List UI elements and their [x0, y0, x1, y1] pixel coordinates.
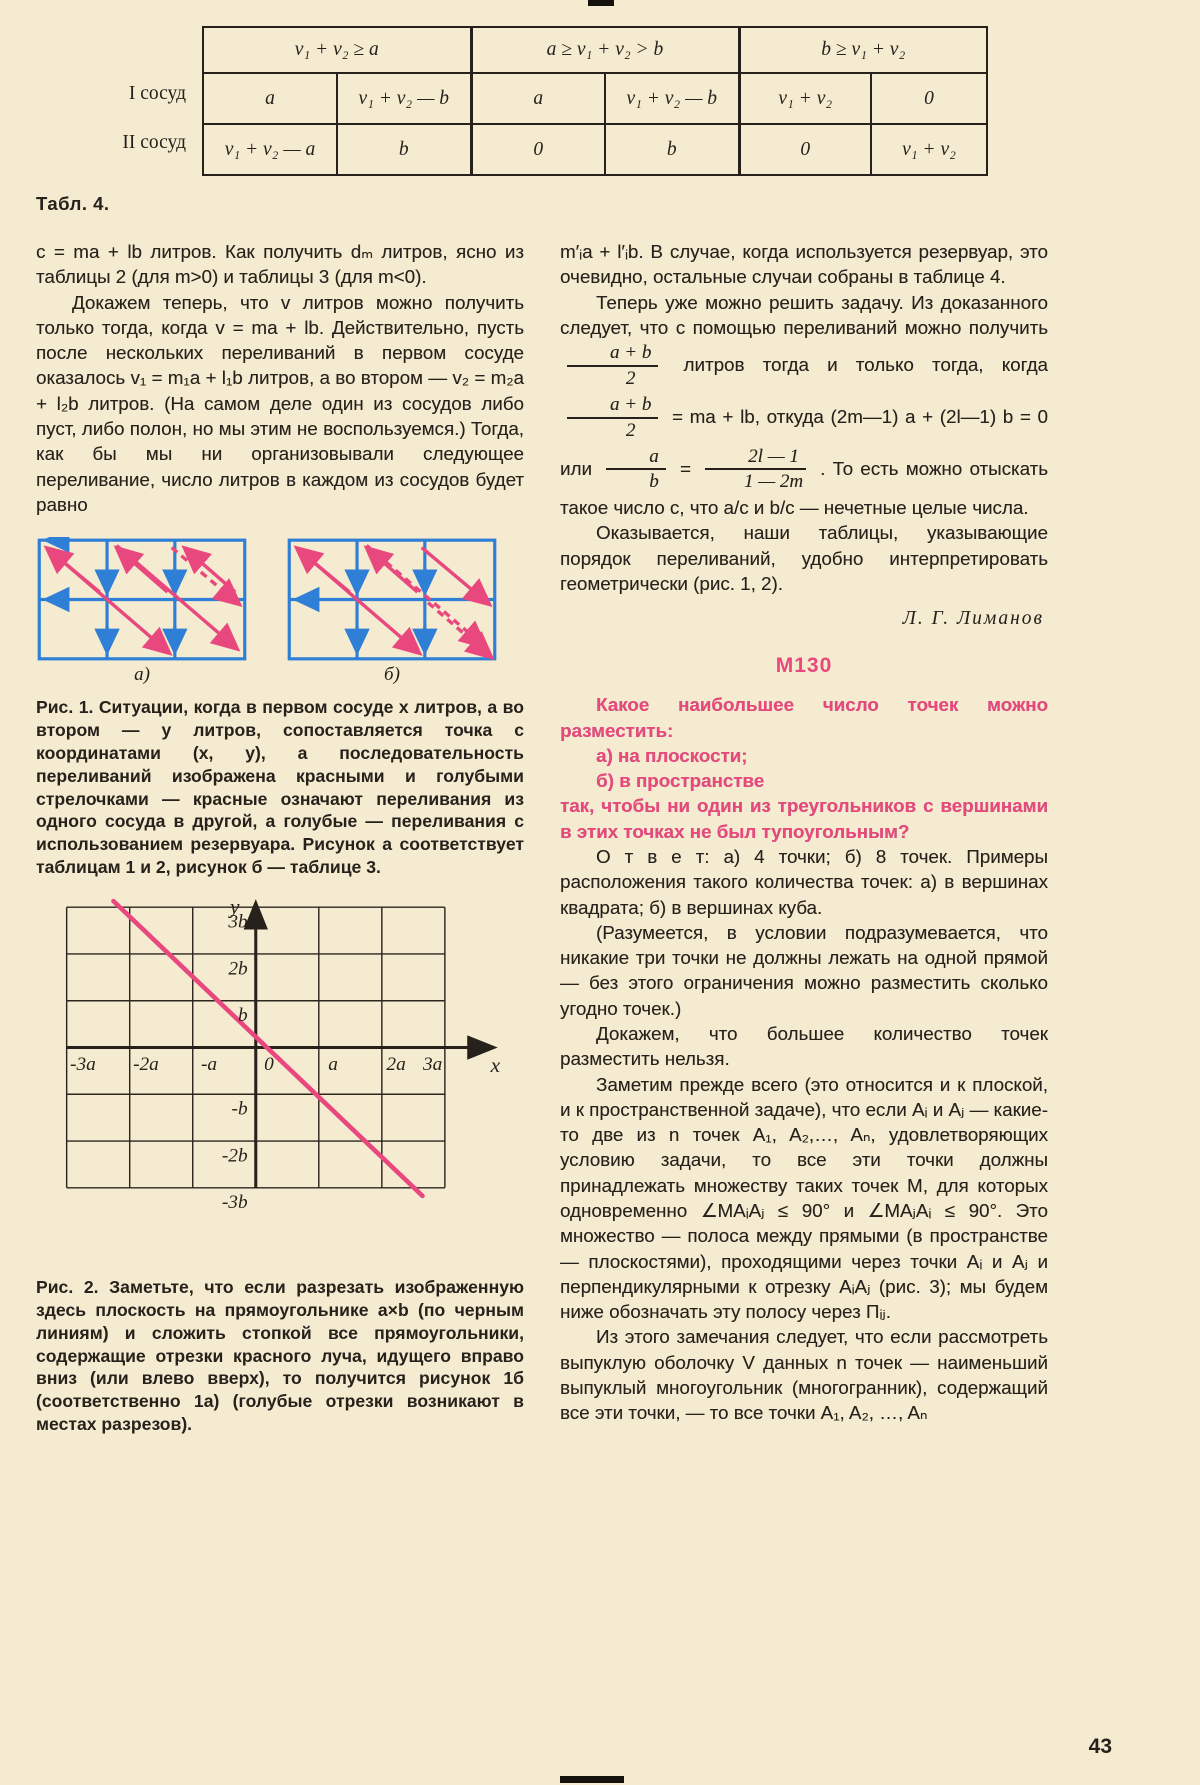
answer-paragraph: Заметим прежде всего (это относится и к плоской, и к пространственной задаче), что если Aᵢ и Aⱼ — какие-то две из n точек A₁, A₂,…, Aₙ, удовлетворяющих условию задачи, то все эти точки должны принадлежать множеству таких точек M, для которых одновременно ∠MAᵢAⱼ ≤ 90° и ∠MAⱼAᵢ ≤ 90°. Это множество — полоса между прямыми (в пространстве — плоскостями), проходящими через точки Aᵢ и Aⱼ и перпендикулярными к отрезку AᵢAⱼ (рис. 3); мы будем ниже обозначать эту полосу через Πᵢⱼ.	[560, 1073, 1048, 1323]
text-run: = ma + lb, откуда (2m—1) a + (2l—1) b = 0 или	[560, 405, 1049, 479]
print-registration-mark-top	[588, 0, 614, 6]
x-tick-label: 2a	[386, 1053, 406, 1075]
table-row-label-vessel-2: II сосуд	[122, 132, 186, 153]
x-tick-label: 3a	[423, 1053, 443, 1075]
table-header-case-3: b ≥ v₁ + v₂	[739, 27, 987, 73]
table-cell: v₁ + v₂ — b	[605, 73, 739, 124]
table-row-labels	[98, 26, 202, 154]
table-header-row	[203, 27, 987, 73]
table-cell: v₁ + v₂	[871, 124, 987, 175]
table-4-section	[36, 26, 1048, 215]
paragraph: Оказывается, наши таблицы, указывающие порядок переливаний, удобно интерпретировать геометрически (рис. 1, 2).	[560, 522, 1048, 595]
table-cell: b	[605, 124, 739, 175]
text-run: Теперь уже можно решить задачу. Из доказанного следует, что с помощью переливаний можно получить	[560, 291, 1048, 338]
problem-statement: а) на плоскости;	[596, 744, 748, 766]
problem-number: М130	[775, 654, 833, 678]
y-tick-label: 3b	[228, 911, 248, 933]
table-row-vessel-2	[203, 124, 987, 175]
x-tick-label: 0	[264, 1053, 274, 1075]
problem-statement: так, чтобы ни один из треугольников с вершинами в этих точках не был тупоугольным?	[560, 795, 1048, 842]
x-tick-label: -3a	[70, 1053, 96, 1075]
paragraph: m′ᵢa + l′ᵢb. В случае, когда используется резервуар, это очевидно, остальные случаи собраны в таблице 4.	[560, 241, 1048, 288]
y-tick-label: -b	[231, 1098, 248, 1120]
table-4	[202, 26, 988, 176]
figure-1a-label: а)	[134, 664, 150, 686]
print-registration-mark-bottom	[560, 1776, 624, 1783]
blue-grid	[39, 540, 245, 659]
answer-paragraph: О т в е т: а) 4 точки; б) 8 точек. Примеры расположения такого количества точек: а) в вершинах квадрата; б) в вершинах куба.	[560, 846, 1048, 918]
axis-tick-labels	[70, 895, 501, 1213]
y-tick-label: 2b	[228, 958, 248, 980]
answer-paragraph: Из этого замечания следует, что если рассмотреть выпуклую оболочку V данных n точек — наименьший выпуклый многоугольник (многогранник), содержащий все эти точки, — то все точки A₁, A₂, …, Aₙ	[560, 1326, 1048, 1424]
table-cell: b	[337, 124, 471, 175]
text-run: . То есть можно отыскать такое число c, что a/c и b/c — нечетные целые числа.	[560, 457, 1049, 519]
figure-2-caption: Рис. 2. Заметьте, что если разрезать изображенную здесь плоскость на прямоугольнике a×b (по черным линиям) и сложить стопкой все прямоугольники, содержащие отрезки красного луча, идущего вправо вниз (или влево вверх), то получится рисунок 1б (соответственно 1а) (голубые отрезки возникают в местах разрезов).	[36, 1276, 524, 1435]
table-cell: a	[471, 73, 605, 124]
table-caption: Табл. 4.	[36, 193, 110, 214]
paragraph: c = ma + lb литров. Как получить dₘ литров, ясно из таблицы 2 (для m>0) и таблицы 3 (для m<0).	[36, 241, 524, 288]
fraction-2l-minus-1-over-1-minus-2m: $\frac{2l — 1}{1 — 2m}$	[705, 446, 806, 494]
fraction-a-plus-b-over-2: $\frac{a + b}{2}$	[567, 394, 658, 442]
y-axis-label: y	[230, 894, 240, 919]
problem-statement: б) в пространстве	[596, 770, 765, 792]
answer-paragraph: (Разумеется, в условии подразумевается, что никакие три точки не должны лежать на одной прямой — без этого ограничения можно разместить сколько угодно точек.)	[560, 921, 1048, 1019]
fig2-plot	[36, 895, 504, 1261]
table-cell: 0	[739, 124, 871, 175]
x-tick-label: a	[328, 1053, 338, 1075]
x-tick-label: -2a	[133, 1053, 159, 1075]
table-row-vessel-1	[203, 73, 987, 124]
fraction-a-plus-b-over-2: $\frac{a + b}{2}$	[567, 342, 658, 390]
table-cell: 0	[471, 124, 605, 175]
table-cell: v₁ + v₂ — b	[337, 73, 471, 124]
y-tick-label: b	[237, 1005, 248, 1027]
y-tick-label: -3b	[221, 1192, 248, 1214]
blue-grid	[289, 540, 495, 659]
text-columns	[36, 239, 1048, 1436]
figure-1-caption: Рис. 1. Ситуации, когда в первом сосуде x литров, а во втором — y литров, сопоставляется точка с координатами (x, y), а последовательность переливаний изображена красными и голубыми стрелочками — красные означают переливания из одного сосуда в другой, а голубые — переливания с использованием резервуара. Рисунок a соответствует таблицам 1 и 2, рисунок б — таблице 3.	[36, 697, 524, 878]
figure-2	[36, 895, 524, 1266]
fraction-a-over-b: $\frac{a}{b}$	[606, 446, 666, 494]
x-tick-label: -a	[200, 1053, 218, 1075]
paragraph: Докажем теперь, что v литров можно получить только тогда, когда v = ma + lb. Действительно, пусть после нескольких переливаний в первом сосуде оказалось v₁ = m₁a + l₁b литров, а во втором — v₂ = m₂a + l₂b литров. (На самом деле один из сосудов либо пуст, либо полон, но мы этим не воспользуемся.) Тогда, как бы мы ни организовывали следующее переливание, число литров в каждом из сосудов будет равно	[36, 291, 524, 515]
table-cell: v₁ + v₂	[739, 73, 871, 124]
left-column	[36, 239, 524, 1436]
fig1a-diagram	[36, 537, 248, 662]
table-cell: a	[203, 73, 337, 124]
problem-statement: Какое наибольшее число точек можно разместить:	[560, 694, 1048, 741]
figure-1	[36, 537, 524, 662]
table-cell: v₁ + v₂ — a	[203, 124, 337, 175]
table-cell: 0	[871, 73, 987, 124]
table-header-case-1: v₁ + v₂ ≥ a	[203, 27, 471, 73]
figure-1b-label: б)	[384, 664, 400, 686]
fig1b-diagram	[286, 537, 498, 662]
x-axis-label: x	[490, 1052, 501, 1077]
answer-paragraph: Докажем, что большее количество точек разместить нельзя.	[560, 1022, 1048, 1070]
text-run: =	[679, 457, 691, 479]
author-signature: Л. Г. Лиманов	[902, 608, 1044, 630]
table-header-case-2: a ≥ v₁ + v₂ > b	[471, 27, 739, 73]
figure-1-sublabels	[36, 664, 524, 686]
paragraph-with-formulas	[560, 290, 1048, 521]
right-column	[560, 239, 1048, 1436]
page-number: 43	[1088, 1735, 1112, 1758]
y-tick-label: -2b	[221, 1145, 248, 1167]
table-row-label-vessel-1: I сосуд	[128, 83, 186, 104]
text-run: литров тогда и только тогда, когда	[683, 353, 1048, 375]
